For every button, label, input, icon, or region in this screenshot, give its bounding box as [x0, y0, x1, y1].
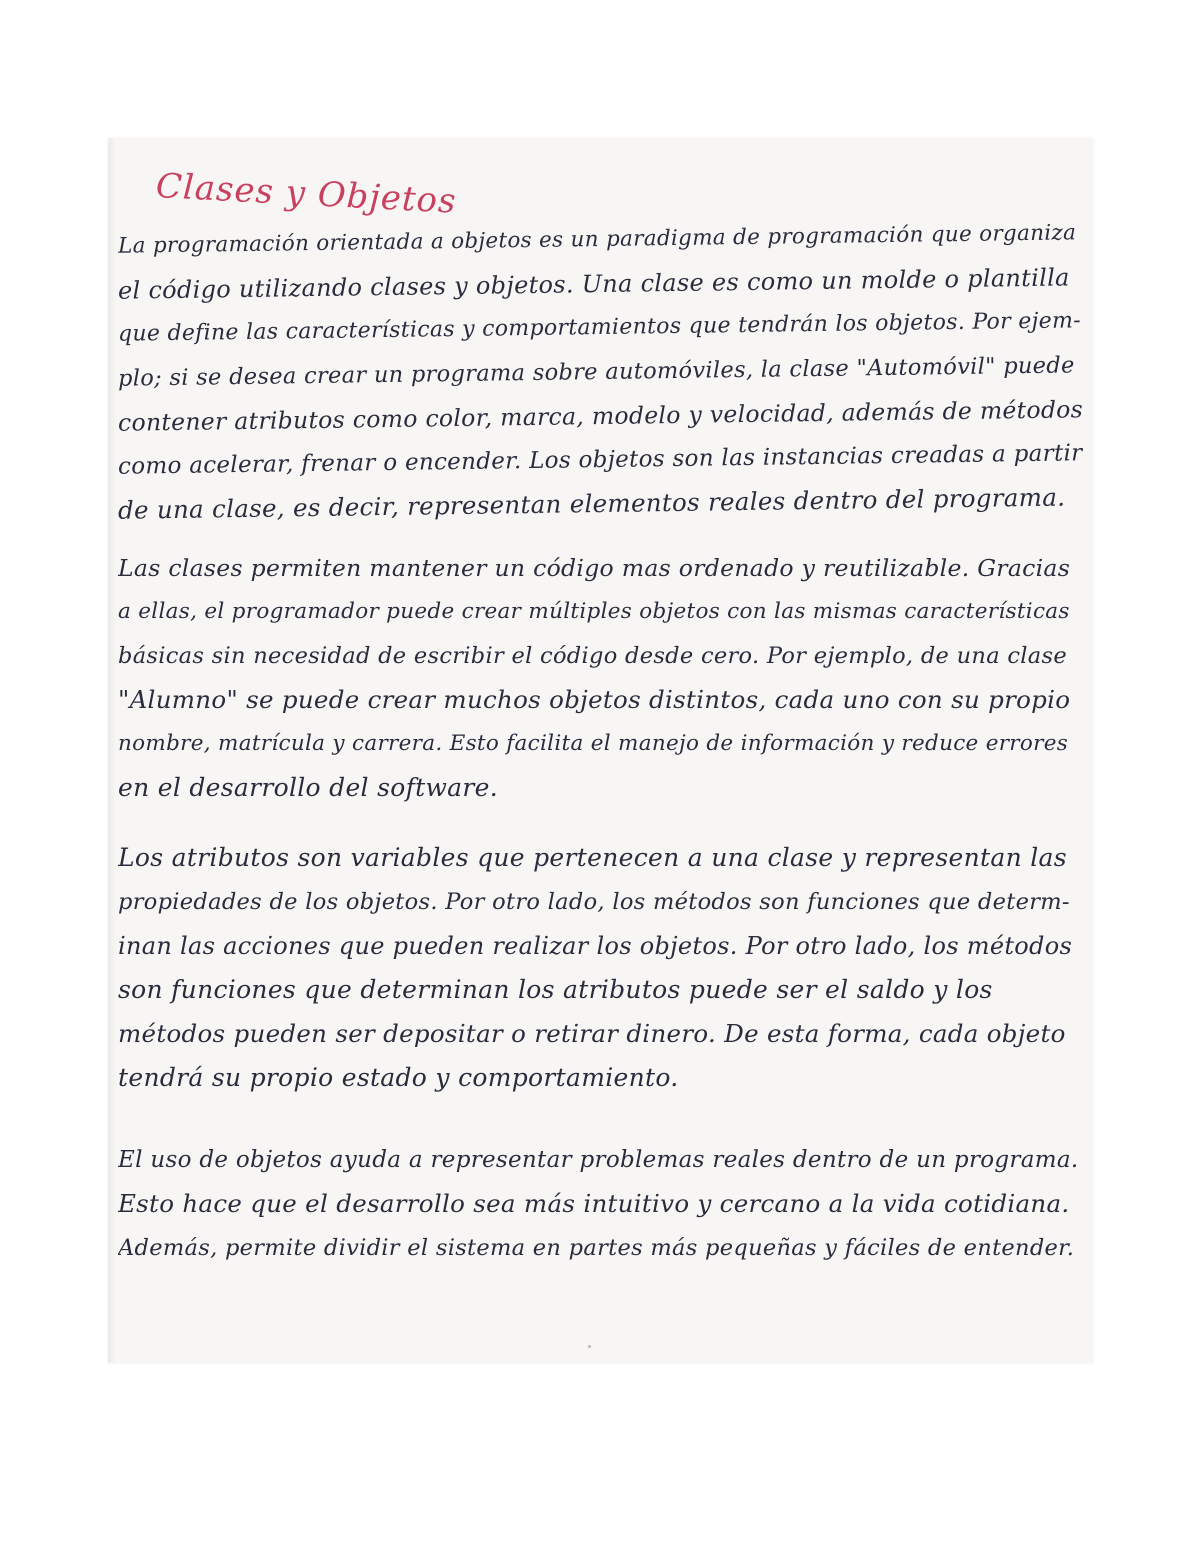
text-line: que define las características y comportamientos que tendrán los objetos. Por ejem-: [117, 308, 1082, 347]
text-line: de una clase, es decir, representan elementos reales dentro del programa.: [117, 482, 1066, 525]
paragraph-4: [118, 1138, 1083, 1270]
text-line: La programación orientada a objetos es un paradigma de programación que organiza: [117, 220, 1077, 259]
text-line: plo; si se desea crear un programa sobre automóviles, la clase "Automóvil" puede: [117, 352, 1075, 392]
notebook-sheet: [108, 138, 1093, 1363]
text-line: Esto hace que el desarrollo sea más intuitivo y cercano a la vida cotidiana.: [118, 1189, 1070, 1218]
text-line: contener atributos como color, marca, modelo y velocidad, además de métodos: [117, 395, 1084, 437]
paragraph-3: [118, 836, 1083, 1100]
text-line: Las clases permiten mantener un código mas ordenado y reutilizable. Gracias: [118, 554, 1071, 582]
text-line: en el desarrollo del software.: [118, 773, 498, 802]
text-line: a ellas, el programador puede crear múltiples objetos con las mismas características: [118, 599, 1070, 624]
text-line: nombre, matrícula y carrera. Esto facilita el manejo de información y reduce errores: [118, 731, 1069, 756]
paragraph-1: [118, 218, 1083, 526]
text-line: Además, permite dividir el sistema en partes más pequeñas y fáciles de entender.: [118, 1235, 1075, 1261]
sheet-edge: [108, 138, 116, 1363]
ink-dot: [588, 1345, 591, 1348]
text-line: Los atributos son variables que pertenecen a una clase y representan las: [118, 843, 1067, 872]
text-line: son funciones que determinan los atributos puede ser el saldo y los: [118, 975, 993, 1004]
text-line: métodos pueden ser depositar o retirar dinero. De esta forma, cada objeto: [118, 1019, 1066, 1048]
paragraph-2: [118, 546, 1083, 810]
text-line: como acelerar, frenar o encender. Los objetos son las instancias creadas a partir: [117, 440, 1083, 480]
text-line: tendrá su propio estado y comportamiento.: [118, 1063, 679, 1092]
text-line: el código utilizando clases y objetos. Una clase es como un molde o plantilla: [117, 263, 1070, 305]
text-line: propiedades de los objetos. Por otro lado, los métodos son funciones que determ-: [118, 889, 1070, 915]
text-line: básicas sin necesidad de escribir el código desde cero. Por ejemplo, de una clase: [118, 643, 1067, 669]
text-line: inan las acciones que pueden realizar los objetos. Por otro lado, los métodos: [118, 932, 1073, 960]
text-line: El uso de objetos ayuda a representar problemas reales dentro de un programa.: [118, 1147, 1079, 1173]
text-line: "Alumno" se puede crear muchos objetos distintos, cada uno con su propio: [118, 685, 1071, 714]
document-title: Clases y Objetos: [154, 166, 458, 222]
